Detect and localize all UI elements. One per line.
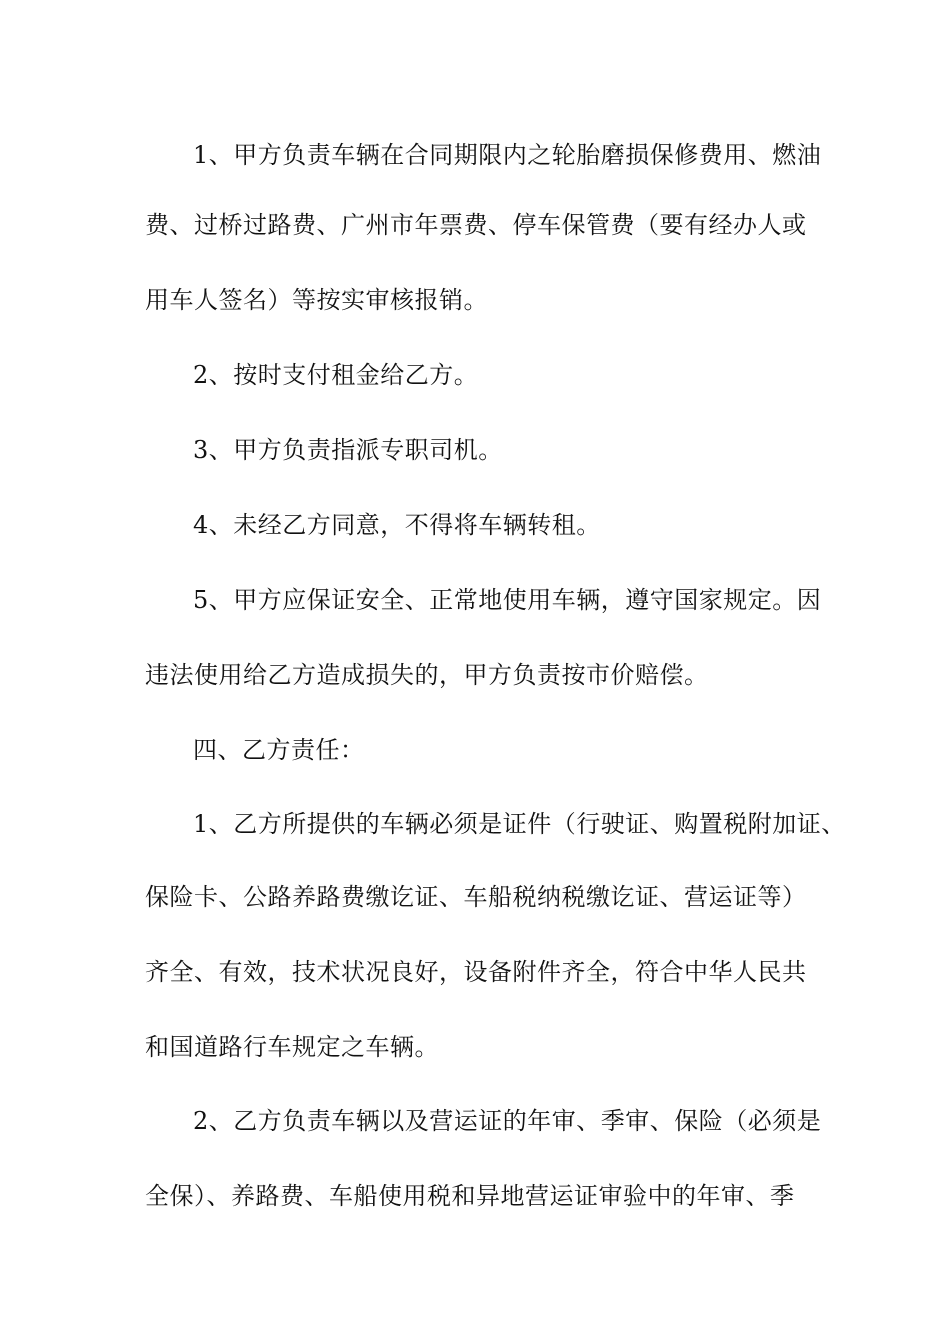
text-line: 违法使用给乙方造成损失的，甲方负责按市价赔偿。	[145, 661, 709, 689]
text-line: 保险卡、公路养路费缴讫证、车船税纳税缴讫证、营运证等）	[145, 883, 807, 911]
text-line: 1、甲方负责车辆在合同期限内之轮胎磨损保修费用、燃油	[193, 141, 822, 169]
text-line: 1、乙方所提供的车辆必须是证件（行驶证、购置税附加证、	[193, 810, 846, 838]
text-line: 3、甲方负责指派专职司机。	[193, 436, 503, 464]
text-line: 齐全、有效，技术状况良好，设备附件齐全，符合中华人民共	[145, 958, 807, 986]
text-line: 用车人签名）等按实审核报销。	[145, 286, 488, 314]
text-line: 全保）、养路费、车船使用税和异地营运证审验中的年审、季	[145, 1182, 795, 1210]
section-heading: 四、乙方责任：	[193, 736, 365, 764]
text-line: 费、过桥过路费、广州市年票费、停车保管费（要有经办人或	[145, 211, 807, 239]
text-line: 5、甲方应保证安全、正常地使用车辆，遵守国家规定。因	[193, 586, 822, 614]
text-line: 2、乙方负责车辆以及营运证的年审、季审、保险（必须是	[193, 1107, 822, 1135]
text-line: 和国道路行车规定之车辆。	[145, 1033, 439, 1061]
text-line: 2、按时支付租金给乙方。	[193, 361, 479, 389]
text-line: 4、未经乙方同意，不得将车辆转租。	[193, 511, 601, 539]
